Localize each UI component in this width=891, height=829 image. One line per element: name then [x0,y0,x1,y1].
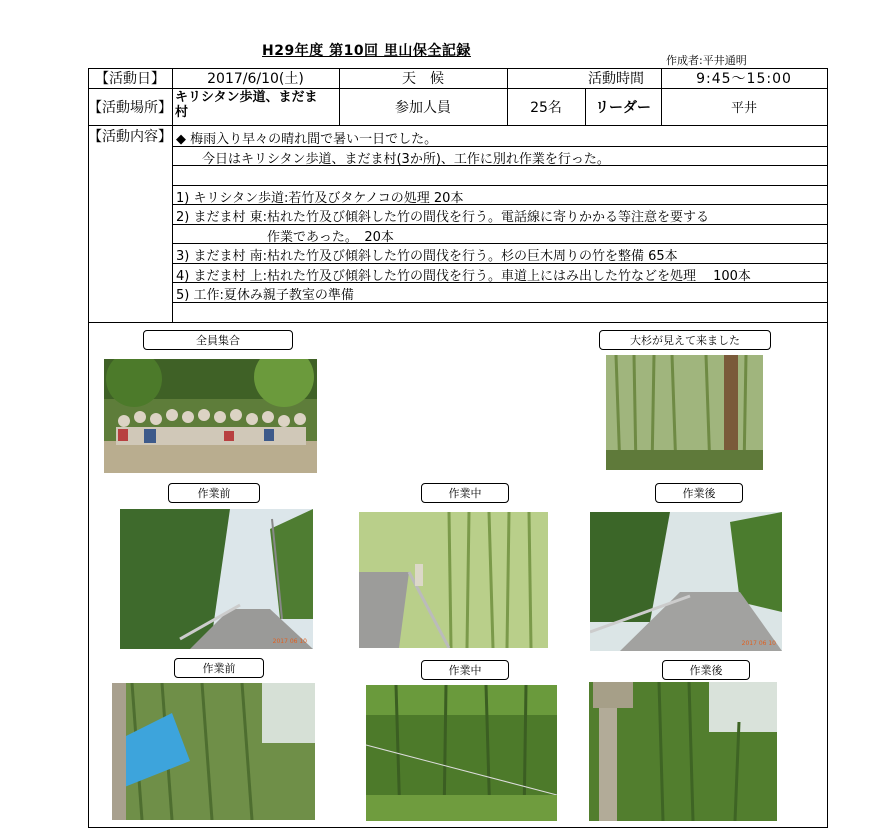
photo-after-1: 2017 06 10 [590,512,782,651]
content-line: ◆ 梅雨入り早々の晴れ間で暑い一日でした。 [176,132,438,147]
caption-before-2: 作業前 [174,658,264,678]
content-line: 2) まだま村 東:枯れた竹及び傾斜した竹の間伐を行う。電話線に寄りかかる等注意を要する [176,210,709,225]
caption-during-1: 作業中 [421,483,509,503]
cedar-photo [606,355,763,470]
caption-before-1: 作業前 [168,483,260,503]
photo-before-1: 2017 06 10 [120,509,313,649]
content-line: 3) まだま村 南:枯れた竹及び傾斜した竹の間伐を行う。杉の巨木周りの竹を整備 65本 [176,249,678,264]
content-line: 今日はキリシタン歩道、まだま村(3か所)、工作に別れ作業を行った。 [176,152,610,167]
group-photo [104,359,317,473]
caption-after-1: 作業後 [655,483,743,503]
photo-during-2 [366,685,557,821]
caption-group-photo: 全員集合 [143,330,293,350]
time-label: 活動時間 [588,71,644,87]
content-line: 4) まだま村 上:枯れた竹及び傾斜した竹の間伐を行う。車道上にはみ出した竹などを処理 100本 [176,269,751,284]
place-label: 【活動場所】 [88,99,172,116]
place-value: キリシタン歩道、まだま 村 [175,90,318,120]
page-title: H29年度 第10回 里山保全記録 [262,43,471,59]
participants-label: 参加人員 [395,99,451,116]
caption-cedar-photo: 大杉が見えて来ました [599,330,771,350]
author-label: 作成者:平井通明 [666,54,747,67]
photo-after-2 [589,682,777,821]
weather-value [507,68,585,88]
leader-label: リーダー [595,99,651,116]
content-line: 5) 工作:夏休み親子教室の準備 [176,288,354,303]
caption-during-2: 作業中 [421,660,509,680]
date-value: 2017/6/10(土) [207,71,304,87]
caption-after-2: 作業後 [662,660,750,680]
photo-before-2 [112,683,315,820]
photo-during-1 [359,512,548,648]
weather-label: 天 候 [402,71,444,87]
content-label: 【活動内容】 [88,129,172,145]
content-line: 1) キリシタン歩道:若竹及びタケノコの処理 20本 [176,191,464,206]
participants-value: 25名 [530,99,562,116]
leader-value: 平井 [730,101,757,116]
time-value: 9:45～15:00 [696,71,792,87]
date-label: 【活動日】 [95,71,165,87]
content-line: 作業であった。 20本 [176,230,394,245]
